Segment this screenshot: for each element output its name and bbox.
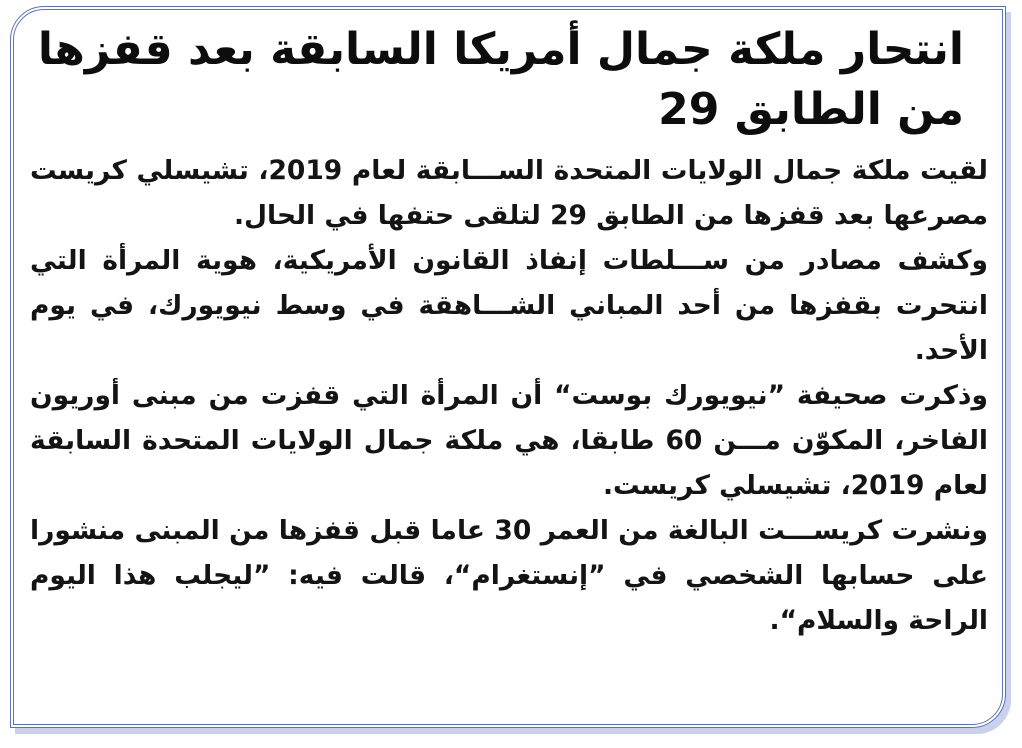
article-paragraph-2: وكشف مصادر من ســـلطات إنفاذ القانون الأمريكية، هوية المرأة التي انتحرت بقفزها من أحد المباني الشـــاهقة في وسط نيويورك، في يوم الأحد.	[30, 245, 988, 366]
article-paragraph-3: وذكرت صحيفة ”نيويورك بوست“ أن المرأة التي قفزت من مبنى أوريون الفاخر، المكوّن مـــن 60 طابقا، هي ملكة جمال الولايات المتحدة السابقة لعام 2019، تشيسلي كريست.	[30, 380, 988, 501]
article-paragraph-4: ونشرت كريســـت البالغة من العمر 30 عاما قبل قفزها من المبنى منشورا على حسابها الشخصي في ”إنستغرام“، قالت فيه: ”ليجلب هذا اليوم الراحة والسلام“.	[30, 515, 988, 636]
article-body	[30, 148, 988, 643]
article-paragraph-1: لقيت ملكة جمال الولايات المتحدة الســـابقة لعام 2019، تشيسلي كريست مصرعها بعد قفزها من الطابق 29 لتلقى حتفها في الحال.	[30, 155, 988, 231]
article-headline: انتحار ملكة جمال أمريكا السابقة بعد قفزها من الطابق 29	[37, 24, 964, 135]
news-article	[30, 20, 988, 720]
